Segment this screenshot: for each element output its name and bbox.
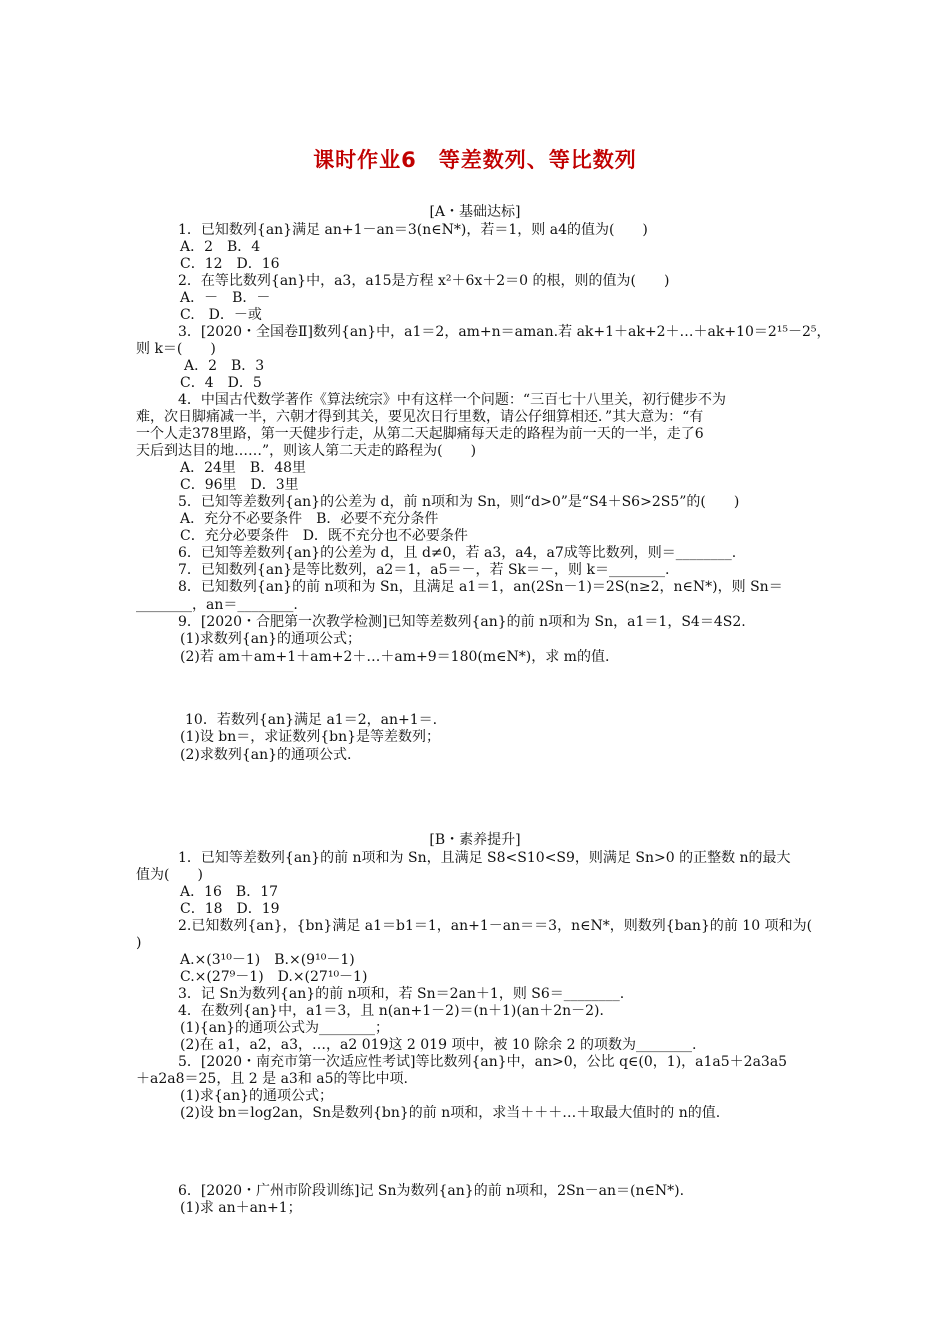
section-a-label: [A・基础达标]	[429, 204, 521, 220]
section-a-line: 9．[2020・合肥第一次教学检测]已知等差数列{an}的前 n项和为 Sn，a1＝1，S4＝4S2.	[178, 614, 746, 630]
section-b-line: 1．已知等差数列{an}的前 n项和为 Sn，且满足 S8<S10<S9，则满足 Sn>0 的正整数 n的最大	[178, 850, 791, 866]
section-a-line: (1)求数列{an}的通项公式；	[180, 631, 362, 647]
section-a-line: 一个人走378里路，第一天健步行走，从第二天起脚痛每天走的路程为前一天的一半，走了6	[136, 426, 704, 442]
section-a-line: A．2 B．4	[180, 239, 261, 255]
section-b-line: 4．在数列{an}中，a1＝3，且 n(an+1－2)＝(n＋1)(an＋2n－2)．	[178, 1003, 614, 1019]
section-b-line: A．16 B．17	[180, 884, 279, 900]
section-b-line: 2.已知数列{an}，{bn}满足 a1＝b1＝1，an+1－an＝＝3，n∈N*，则数列{ban}的前 10 项和为(	[178, 918, 813, 934]
section-a-line: 难，次日脚痛减一半，六朝才得到其关，要见次日行里数，请公仔细算相还．”其大意为：“有	[136, 409, 704, 425]
section-a-line: 7．已知数列{an}是等比数列，a2＝1，a5＝－，若 Sk＝－，则 k＝________.	[178, 562, 670, 578]
page-title: 课时作业6 等差数列、等比数列	[313, 148, 637, 172]
section-a-line: A．24里 B．48里	[180, 460, 307, 476]
section-a-line: 3．[2020・全国卷Ⅱ]数列{an}中，a1＝2，am+n＝aman.若 ak+1＋ak+2＋…＋ak+10＝2¹⁵－2⁵，	[178, 324, 831, 340]
section-b-line: 5．[2020・南充市第一次适应性考试]等比数列{an}中，an>0，公比 q∈(0，1)，a1a5＋2a3a5	[178, 1054, 788, 1070]
section-b-line: (2)在 a1，a2，a3，…，a2 019这 2 019 项中，被 10 除余 2 的项数为________.	[180, 1037, 697, 1053]
section-a-line: 2．在等比数列{an}中，a3，a15是方程 x²＋6x＋2＝0 的根，则的值为( )	[178, 273, 670, 289]
section-b-line: C．18 D．19	[180, 901, 280, 917]
section-a-line: 1．已知数列{an}满足 an+1－an＝3(n∈N*)，若＝1，则 a4的值为( )	[178, 222, 648, 238]
section-b-line: (2)设 bn＝log2an，Sn是数列{bn}的前 n项和，求当＋＋＋…＋取最大值时的 n的值.	[180, 1105, 721, 1121]
section-a-line: 8．已知数列{an}的前 n项和为 Sn，且满足 a1＝1，an(2Sn－1)＝2S(n≥2，n∈N*)，则 Sn＝	[178, 579, 783, 595]
section-a-line: 则 k＝( )	[136, 341, 216, 357]
section-a-line: 天后到达目的地……”，则该人第二天走的路程为( )	[136, 443, 477, 459]
section-b-line: ＋a2a8＝25，且 2 是 a3和 a5的等比中项.	[136, 1071, 408, 1087]
section-a-line: C．12 D．16	[180, 256, 280, 272]
section-b-line: (1)求{an}的通项公式；	[180, 1088, 334, 1104]
section-b-line: (1)求 an＋an+1；	[180, 1200, 302, 1216]
section-a-line: 6．已知等差数列{an}的公差为 d，且 d≠0，若 a3，a4，a7成等比数列，则＝________.	[178, 545, 737, 561]
section-a-line: C．充分必要条件 D．既不充分也不必要条件	[180, 528, 468, 544]
section-a-line: ________，an＝________.	[136, 597, 298, 613]
section-a-line: C. D．－或	[180, 307, 262, 323]
section-a-line: 4．中国古代数学著作《算法统宗》中有这样一个问题：“三百七十八里关，初行健步不为	[178, 392, 727, 408]
section-b-line: )	[136, 935, 142, 951]
section-a-line: (2)求数列{an}的通项公式.	[180, 747, 352, 763]
section-a-line: A．－ B．－	[180, 290, 271, 306]
section-a-line: A．2 B．3	[184, 358, 265, 374]
section-a-line: (1)设 bn＝，求证数列{bn}是等差数列；	[180, 729, 441, 745]
section-b-label: [B・素养提升]	[429, 832, 521, 848]
section-b-line: 3．记 Sn为数列{an}的前 n项和，若 Sn＝2an＋1，则 S6＝________.	[178, 986, 625, 1002]
section-a-line: (2)若 am＋am+1＋am+2＋…＋am+9＝180(m∈N*)，求 m的值.	[180, 649, 610, 665]
section-a-line: 10．若数列{an}满足 a1＝2，an+1＝.	[185, 712, 438, 728]
section-a-line: C．96里 D．3里	[180, 477, 299, 493]
section-b-line: A.×(3¹⁰－1) B.×(9¹⁰－1)	[180, 952, 355, 968]
section-a-line: 5．已知等差数列{an}的公差为 d，前 n项和为 Sn，则“d>0”是“S4＋S6>2S5”的( )	[178, 494, 740, 510]
section-b-line: 6．[2020・广州市阶段训练]记 Sn为数列{an}的前 n项和，2Sn－an＝(n∈N*).	[178, 1183, 685, 1199]
section-b-line: 值为( )	[136, 867, 203, 883]
section-b-line: C.×(27⁹－1) D.×(27¹⁰－1)	[180, 969, 368, 985]
section-b-line: (1){an}的通项公式为________；	[180, 1020, 390, 1036]
section-a-line: A．充分不必要条件 B．必要不充分条件	[180, 511, 439, 527]
section-a-line: C．4 D．5	[180, 375, 262, 391]
